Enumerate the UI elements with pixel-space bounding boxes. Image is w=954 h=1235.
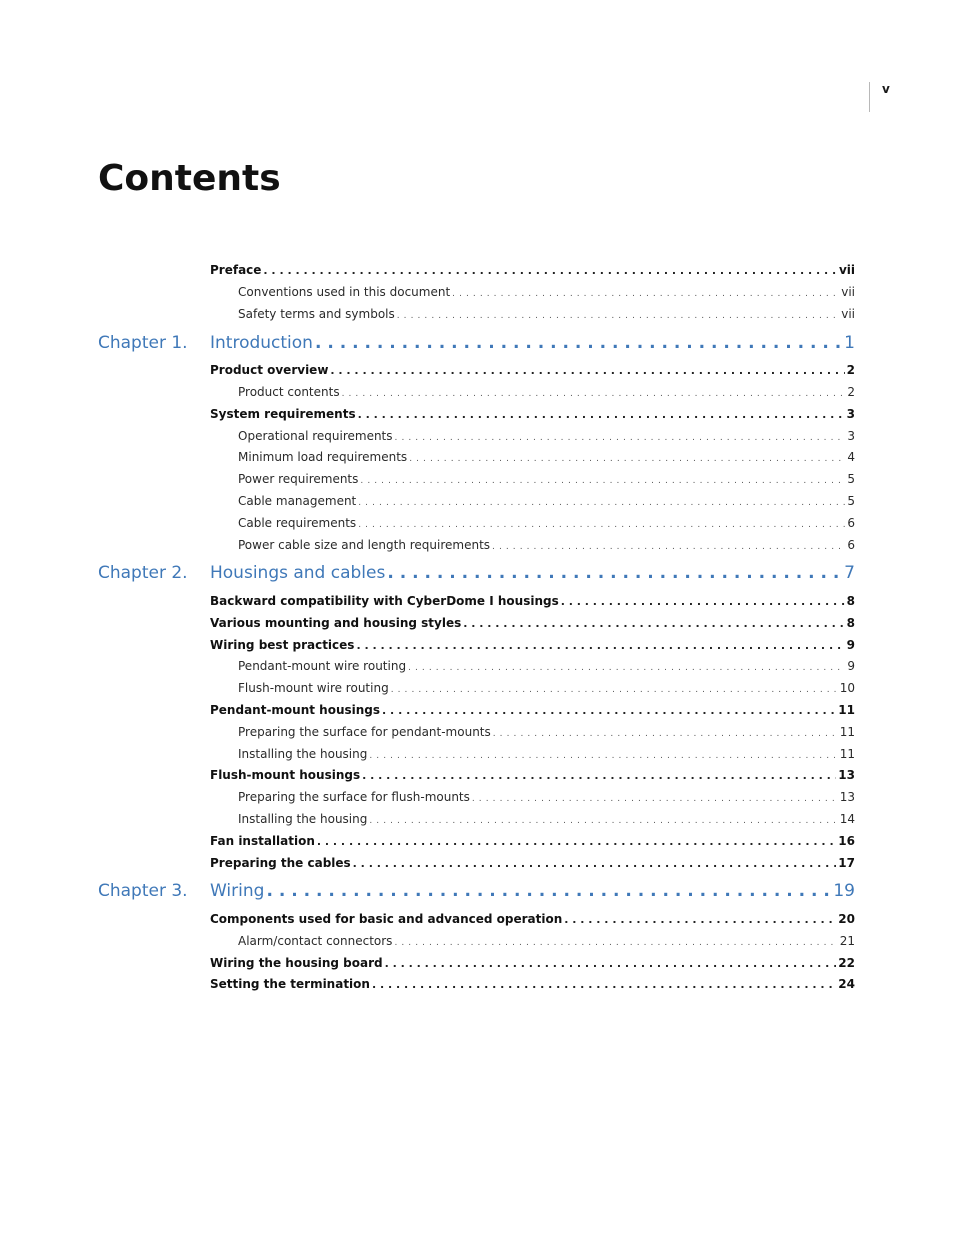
toc-entry-label: Wiring the housing board <box>210 956 383 970</box>
dot-leader <box>358 516 845 530</box>
toc-entry-label: Minimum load requirements <box>238 450 408 464</box>
toc-entry-page: 13 <box>838 768 855 782</box>
toc-entry-product-contents[interactable] <box>238 385 855 401</box>
dot-leader <box>358 494 845 508</box>
dot-leader <box>394 934 837 948</box>
toc-entry-page: 8 <box>846 594 855 608</box>
toc-entry-flush-housings[interactable] <box>210 768 855 784</box>
toc-entry-page: 3 <box>846 407 855 421</box>
toc-entry-label: Power cable size and length requirements <box>238 538 491 552</box>
toc-entry-page: 14 <box>839 812 855 826</box>
toc-entry-system-requirements[interactable] <box>210 407 855 423</box>
toc-entry-label: Preparing the surface for flush-mounts <box>238 790 470 804</box>
toc-entry-minimum-load[interactable] <box>238 450 855 466</box>
toc-entry-operational-requirements[interactable] <box>238 429 855 445</box>
toc-entry-label: Components used for basic and advanced operation <box>210 912 563 926</box>
toc-entry-page: 6 <box>847 516 855 530</box>
chapter-title: Introduction <box>210 333 313 353</box>
toc-entry-page: 8 <box>846 616 855 630</box>
toc-entry-page: 16 <box>838 834 855 848</box>
dot-leader <box>382 703 836 717</box>
dot-leader <box>385 956 837 970</box>
toc-entry-page: 20 <box>838 912 855 926</box>
toc-entry-label: Setting the termination <box>210 977 370 991</box>
toc-entry-page: 2 <box>846 363 855 377</box>
toc-entry-page: 5 <box>847 494 855 508</box>
toc-entry-label: Flush-mount wire routing <box>238 681 389 695</box>
toc-entry-prep-flush[interactable] <box>238 790 855 806</box>
dot-leader <box>360 472 845 486</box>
dot-leader <box>561 594 845 608</box>
chapter-page: 1 <box>844 333 855 353</box>
toc-entry-conventions[interactable] <box>238 285 855 301</box>
toc-entry-label: Preparing the surface for pendant-mounts <box>238 725 491 739</box>
dot-leader <box>493 725 838 739</box>
toc-entry-page: 24 <box>838 977 855 991</box>
toc-chapter-1[interactable] <box>210 333 855 355</box>
toc-entry-page: 13 <box>839 790 855 804</box>
dot-leader <box>266 881 831 901</box>
toc-chapter-3[interactable] <box>210 881 855 903</box>
toc-entry-label: Product contents <box>238 385 340 399</box>
toc-entry-pendant-housings[interactable] <box>210 703 855 719</box>
toc-entry-page: 2 <box>847 385 855 399</box>
toc-entry-label: Alarm/contact connectors <box>238 934 393 948</box>
toc-entry-label: Product overview <box>210 363 329 377</box>
chapter-title: Wiring <box>210 881 265 901</box>
toc-entry-label: Cable requirements <box>238 516 357 530</box>
toc-entry-prep-pendant[interactable] <box>238 725 855 741</box>
toc-entry-flush-wire-routing[interactable] <box>238 681 855 697</box>
toc-entry-page: vii <box>841 285 855 299</box>
dot-leader <box>369 747 837 761</box>
toc-entry-label: Wiring best practices <box>210 638 355 652</box>
toc-chapter-2[interactable] <box>210 563 855 585</box>
chapter-page: 19 <box>833 881 855 901</box>
toc-entry-wiring-best-practices[interactable] <box>210 638 855 654</box>
toc-entry-cable-management[interactable] <box>238 494 855 510</box>
dot-leader <box>492 538 845 552</box>
toc-entry-pendant-wire-routing[interactable] <box>238 659 855 675</box>
header-rule <box>869 82 870 112</box>
dot-leader <box>317 834 836 848</box>
toc-entry-installing-housing[interactable] <box>238 747 855 763</box>
dot-leader <box>387 563 842 583</box>
toc-entry-page: 17 <box>838 856 855 870</box>
dot-leader <box>263 263 837 277</box>
toc-entry-preface[interactable] <box>210 263 855 279</box>
toc-entry-mounting-styles[interactable] <box>210 616 855 632</box>
toc-entry-label: Backward compatibility with CyberDome I housings <box>210 594 559 608</box>
toc-entry-page: 22 <box>838 956 855 970</box>
toc-entry-page: 5 <box>847 472 855 486</box>
toc-entry-page: vii <box>838 263 855 277</box>
dot-leader <box>372 977 836 991</box>
chapter-page: 7 <box>844 563 855 583</box>
dot-leader <box>362 768 836 782</box>
toc-entry-label: Conventions used in this document <box>238 285 451 299</box>
toc-entry-label: Installing the housing <box>238 747 368 761</box>
dot-leader <box>342 385 846 399</box>
dot-leader <box>353 856 837 870</box>
toc-entry-backward-compatibility[interactable] <box>210 594 855 610</box>
dot-leader <box>358 407 845 421</box>
toc-entry-label: Fan installation <box>210 834 315 848</box>
dot-leader <box>564 912 836 926</box>
toc-entry-page: vii <box>841 307 855 321</box>
toc-entry-label: Power requirements <box>238 472 359 486</box>
chapter-title: Housings and cables <box>210 563 386 583</box>
toc-entry-label: Flush-mount housings <box>210 768 361 782</box>
toc-entry-safety[interactable] <box>238 307 855 323</box>
toc-entry-page: 6 <box>847 538 855 552</box>
toc-entry-page: 21 <box>839 934 855 948</box>
toc-entry-label: System requirements <box>210 407 356 421</box>
dot-leader <box>472 790 838 804</box>
toc-entry-label: Installing the housing <box>238 812 368 826</box>
toc-entry-label: Safety terms and symbols <box>238 307 395 321</box>
toc-entry-page: 9 <box>846 638 855 652</box>
dot-leader <box>463 616 844 630</box>
toc-entry-label: Preparing the cables <box>210 856 351 870</box>
dot-leader <box>315 333 842 353</box>
dot-leader <box>408 659 845 673</box>
toc-entry-page: 9 <box>847 659 855 673</box>
toc-entry-label: Various mounting and housing styles <box>210 616 462 630</box>
toc-entry-fan-installation[interactable] <box>210 834 855 850</box>
dot-leader <box>397 307 839 321</box>
dot-leader <box>330 363 844 377</box>
toc-entry-page: 11 <box>839 747 855 761</box>
chapter-2-number: Chapter 2. <box>98 563 188 583</box>
dot-leader <box>395 429 846 443</box>
toc-entry-alarm-connectors[interactable] <box>238 934 855 950</box>
dot-leader <box>356 638 844 652</box>
toc-entry-page: 10 <box>839 681 855 695</box>
toc-entry-page: 11 <box>838 703 855 717</box>
page-number: v <box>882 82 890 96</box>
toc-entry-installing-housing[interactable] <box>238 812 855 828</box>
toc-entry-product-overview[interactable] <box>210 363 855 379</box>
toc-entry-page: 4 <box>847 450 855 464</box>
dot-leader <box>452 285 839 299</box>
toc-entry-page: 3 <box>847 429 855 443</box>
toc-entry-power-cable-size[interactable] <box>238 538 855 554</box>
dot-leader <box>369 812 837 826</box>
dot-leader <box>409 450 845 464</box>
toc-entry-power-requirements[interactable] <box>238 472 855 488</box>
toc-entry-label: Cable management <box>238 494 357 508</box>
toc-entry-label: Pendant-mount wire routing <box>238 659 407 673</box>
dot-leader <box>391 681 838 695</box>
toc-entry-label: Pendant-mount housings <box>210 703 381 717</box>
toc-entry-page: 11 <box>839 725 855 739</box>
toc-entry-cable-requirements[interactable] <box>238 516 855 532</box>
toc-entry-components[interactable] <box>210 912 855 928</box>
chapter-1-number: Chapter 1. <box>98 333 188 353</box>
toc-entry-preparing-cables[interactable] <box>210 856 855 872</box>
toc-entry-label: Operational requirements <box>238 429 393 443</box>
page-title: Contents <box>98 158 281 199</box>
toc-entry-setting-termination[interactable] <box>210 977 855 993</box>
toc-entry-label: Preface <box>210 263 262 277</box>
toc-entry-wiring-housing-board[interactable] <box>210 956 855 972</box>
chapter-3-number: Chapter 3. <box>98 881 188 901</box>
